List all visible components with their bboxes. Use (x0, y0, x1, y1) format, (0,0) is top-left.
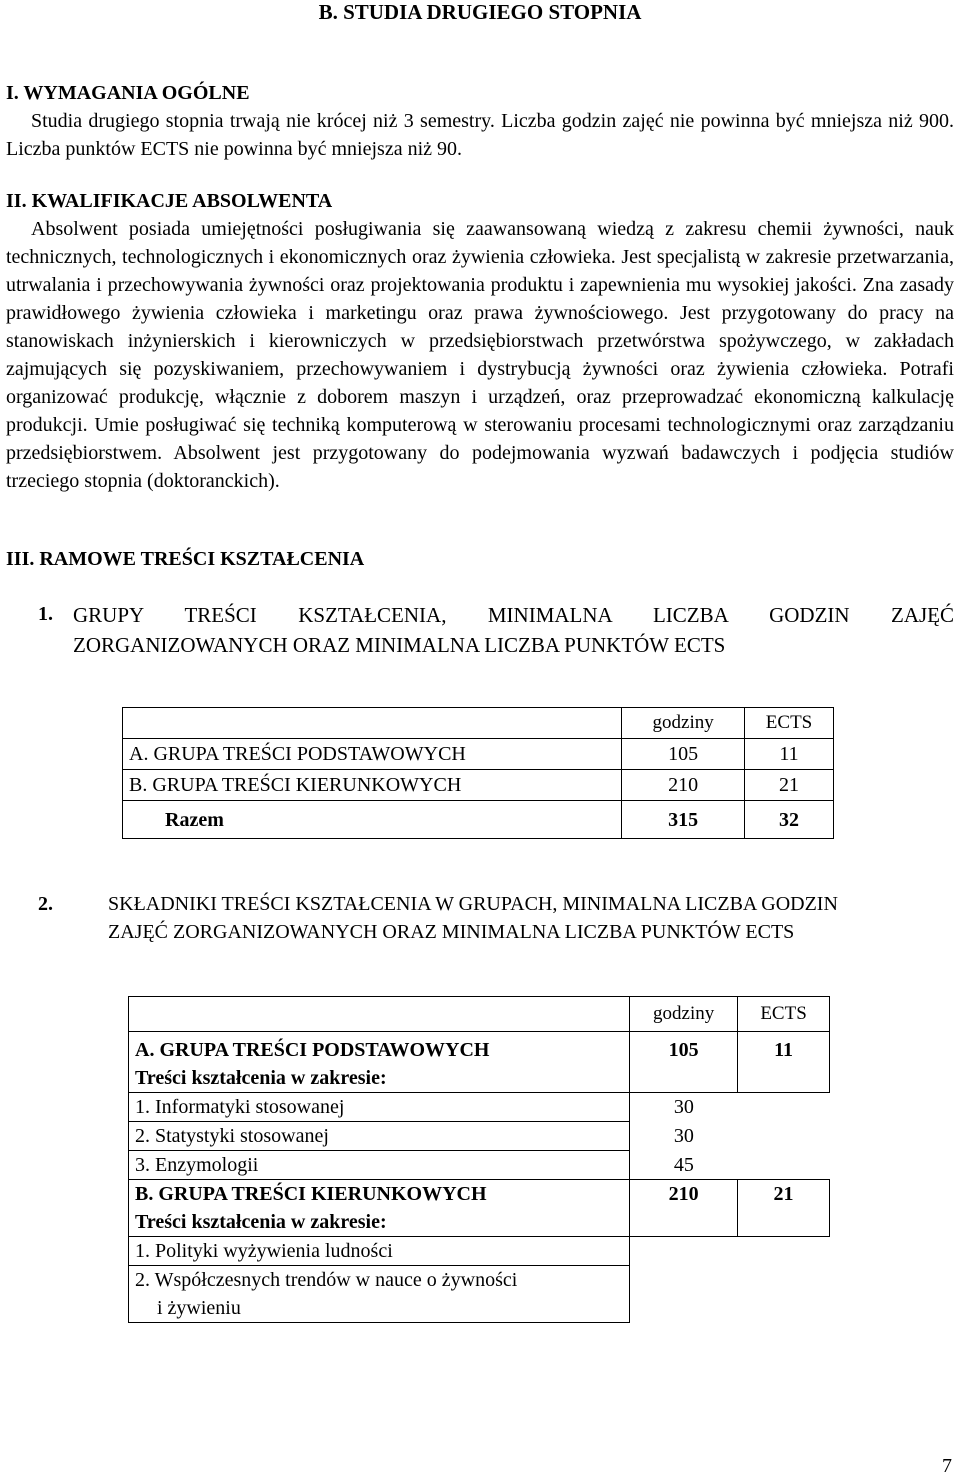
section-1-text (6, 107, 954, 163)
group-b-sub: Treści kształcenia w zakresie: (135, 1211, 387, 1233)
summary-row-b-ects: 21 (745, 770, 834, 801)
group-a-cell (129, 1032, 630, 1093)
section-2-heading: II. KWALIFIKACJE ABSOLWENTA (6, 190, 333, 212)
subsection-2-heading: SKŁADNIKI TREŚCI KSZTAŁCENIA W GRUPACH, MINIMALNA LICZBA GODZIN ZAJĘĆ ZORGANIZOWANYCH ORAZ MINIMALNA LICZBA PUNKTÓW ECTS (108, 893, 838, 943)
item-a-3-hours: 45 (630, 1151, 738, 1180)
group-b-hours: 210 (630, 1180, 738, 1237)
summary-row-b-hours: 210 (622, 770, 745, 801)
section-2-body: Absolwent posiada umiejętności posługiwania się zaawansowaną wiedzą z zakresu chemii żywności, nauk technicznych, technologicznych i ekonomicznych oraz żywienia człowieka. Jest specjalistą w zakresie przetwarzania, utrwalania i przechowywania żywności oraz projektowania produktu i zapewnienia mu wysokiej jakości. Zna zasady prawidłowego żywienia człowieka i marketingu oraz prawa żywnościowego. Jest przygotowany do pracy na stanowiskach inżynierskich i kierowniczych w przedsiębiorstwach przetwórstwa spożywczego, w zakładach zajmujących się pozyskiwaniem, przechowywaniem i dystrybucją żywności oraz żywienia człowieka. Potrafi organizować produkcję, włącznie z doborem maszyn i urządzeń, oraz przeprowadzać ekonomiczną kalkulację produkcji. Umie posługiwać się techniką komputerową w sterowaniu procesami technologicznymi oraz zarządzaniu przedsiębiorstwem. Absolwent jest przygotowany do podejmowania wyzwań badawczych i podjęcia studiów trzeciego stopnia (doktoranckich). (6, 218, 954, 492)
group-b-cell (129, 1180, 630, 1237)
summary-header-ects: ECTS (745, 708, 834, 739)
subsection-1-number: 1. (38, 603, 53, 625)
item-b-1-label: 1. Polityki wyżywienia ludności (129, 1237, 630, 1266)
item-a-1-label: 1. Informatyki stosowanej (129, 1093, 630, 1122)
summary-row-a-ects: 11 (745, 739, 834, 770)
group-a-name: A. GRUPA TREŚCI PODSTAWOWYCH (135, 1039, 490, 1061)
section-1-body: Studia drugiego stopnia trwają nie krócej niż 3 semestry. Liczba godzin zajęć nie powinna być mniejsza niż 900. Liczba punktów ECTS nie powinna być mniejsza niż 90. (6, 110, 954, 160)
summary-table (122, 707, 834, 839)
summary-total-label: Razem (123, 801, 622, 839)
subsection-2-number: 2. (38, 893, 53, 915)
item-a-2-label: 2. Statystyki stosowanej (129, 1122, 630, 1151)
summary-total-hours: 315 (622, 801, 745, 839)
item-a-3-label: 3. Enzymologii (129, 1151, 630, 1180)
summary-row-a-label: A. GRUPA TREŚCI PODSTAWOWYCH (123, 739, 622, 770)
group-b-ects: 21 (738, 1180, 830, 1237)
item-b-2-continuation: i żywieniu (157, 1297, 241, 1319)
group-b-name: B. GRUPA TREŚCI KIERUNKOWYCH (135, 1183, 487, 1205)
item-a-2-hours: 30 (630, 1122, 738, 1151)
summary-total-ects: 32 (745, 801, 834, 839)
section-3-heading: III. RAMOWE TREŚCI KSZTAŁCENIA (6, 548, 365, 570)
item-b-1-hours (630, 1237, 738, 1266)
item-b-2-hours (630, 1266, 738, 1323)
components-header-blank (129, 997, 630, 1032)
item-b-2-cell (129, 1266, 630, 1323)
section-1-heading: I. WYMAGANIA OGÓLNE (6, 82, 250, 104)
summary-header-hours: godziny (622, 708, 745, 739)
item-b-2-label: 2. Współczesnych trendów w nauce o żywności (135, 1269, 518, 1291)
summary-row-b-label: B. GRUPA TREŚCI KIERUNKOWYCH (123, 770, 622, 801)
group-a-sub: Treści kształcenia w zakresie: (135, 1067, 387, 1089)
summary-header-blank (123, 708, 622, 739)
group-a-ects: 11 (738, 1032, 830, 1093)
summary-row-a-hours: 105 (622, 739, 745, 770)
subsection-1-heading: GRUPY TREŚCI KSZTAŁCENIA, MINIMALNA LICZBA GODZIN ZAJĘĆ ZORGANIZOWANYCH ORAZ MINIMALNA LICZBA PUNKTÓW ECTS (73, 603, 954, 657)
section-2-text (6, 215, 954, 495)
components-header-hours: godziny (630, 997, 738, 1032)
page-number: 7 (942, 1455, 952, 1477)
item-a-1-hours: 30 (630, 1093, 738, 1122)
components-header-ects: ECTS (738, 997, 830, 1032)
group-a-hours: 105 (630, 1032, 738, 1093)
document-title: B. STUDIA DRUGIEGO STOPNIA (318, 0, 642, 24)
components-table (128, 996, 830, 1323)
